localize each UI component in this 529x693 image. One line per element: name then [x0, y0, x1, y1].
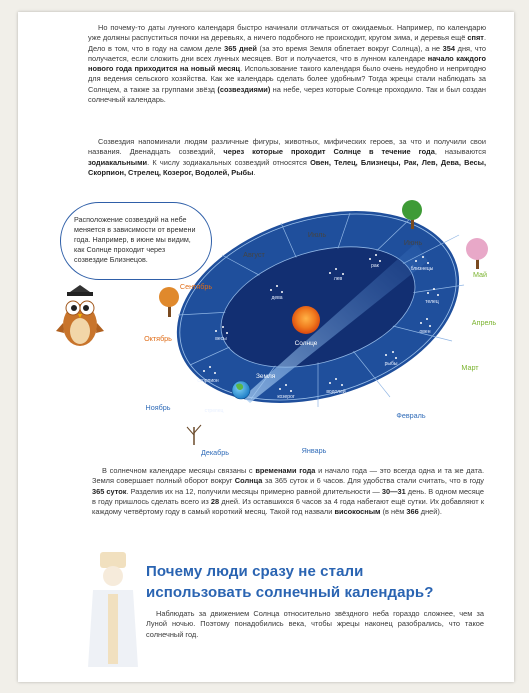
bold-term: 366 — [406, 507, 419, 517]
month-july: Июль — [307, 230, 327, 239]
sign-rak: рак — [371, 263, 379, 269]
bold-term: через которые проходит Солнце в течение года — [223, 147, 435, 157]
paragraph-solar-calendar: В солнечном календаре месяцы связаны с временами года и начало года — это всегда одна и та же дата. Земля совершает полный оборот вокруг Солнца за 365 суток и 6 часов. Для удобства стали считать, что в году 365 суток. Разделив их на 12, получили месяцы примерно равной длительности — 30—31 день. В одном месяце в году пришлось сделать всего из 28 дней. Из оставшихся 6 часов за 4 года набегают ещё сутки. Их добавляют к каждому четвёртому году в самый короткий месяц. Такой год назвали високосным (в нём 366 дней). — [92, 466, 485, 517]
month-june: Июнь — [403, 238, 423, 247]
paragraph-zodiac: Созвездия напоминали людям различные фигуры, животных, мифических героев, за что и получили свои названия. Двенадцать созвездий, через которые проходит Солнце в течение года, называются зодиакальными. К числу зодиакальных созвездий относятся Овен, Телец, Близнецы, Рак, Лев, Дева, Весы, Скорпион, Стрелец, Козерог, Водолей, Рыбы. — [88, 137, 487, 177]
paragraph-lunar-calendar: Но почему-то даты лунного календаря быстро начинали отличаться от ожидаемых. Например, по календарю уже должны распуститься почки на деревьях, а ничего подобного не происходит, кругом зима, и деревья ещё спят. Дело в том, что в году на самом деле 365 дней (за это время Земля облетает вокруг Солнца), а не 354 дня, что получается, если сложить дни всех лунных месяцев. Вот и получается, что в лунном календаре начало каждого нового года приходится на новый месяц. Использование такого календаря было очень неудобно и непригодно для ведения сельского хозяйства. Как же календарь сделать более удобным? Тогда жрецы стали наблюдать за Солнцем, а также за группами звёзд (созвездиями) на небе, через которые Солнце проходило. Так и был создан солнечный календарь. — [88, 23, 487, 105]
sign-kozerog: козерог — [277, 394, 295, 400]
owl-mascot-icon — [56, 285, 104, 346]
sign-vodoley: водолей — [326, 389, 346, 395]
tree-winter-icon — [187, 425, 201, 445]
section-heading — [146, 561, 433, 603]
month-september: Сентябрь — [179, 282, 213, 291]
bold-term: 354 — [442, 43, 456, 53]
bold-term: спят — [467, 33, 484, 43]
month-may: Май — [472, 270, 488, 279]
bold-term: Солнца — [234, 476, 263, 486]
bold-term: 365 дней — [224, 43, 257, 53]
sign-oven: овен — [419, 329, 431, 335]
sign-bliznecy: близнецы — [410, 266, 434, 272]
bold-term: зодиакальными — [88, 157, 148, 167]
tree-autumn-icon — [159, 287, 179, 317]
sun-label: Солнце — [294, 340, 318, 347]
page — [18, 12, 514, 682]
heading-line-1: Почему люди сразу не стали — [146, 563, 364, 580]
earth-icon — [232, 381, 250, 399]
bold-term: високосным — [334, 507, 381, 517]
month-december: Декабрь — [200, 448, 230, 457]
tree-spring-icon — [466, 238, 488, 269]
sign-deva: дева — [271, 295, 283, 301]
bold-term: (созвездиями) — [217, 84, 271, 94]
bold-term: 365 суток — [92, 486, 127, 496]
month-august: Август — [243, 250, 265, 259]
bold-term: 28 — [210, 496, 220, 506]
month-october: Октябрь — [144, 334, 172, 343]
sign-lev: лев — [333, 276, 343, 282]
month-february: Февраль — [396, 411, 426, 420]
speech-bubble-text: Расположение созвездий на небе меняется в зависимости от времени года. Например, в июне мы видим, как Солнце проходит через созвездие Близнецов. — [74, 215, 196, 264]
sign-skorpion: скорпион — [197, 378, 219, 384]
earth-label: Земля — [256, 373, 276, 380]
zodiac-diagram — [18, 195, 514, 465]
month-november: Ноябрь — [145, 403, 171, 412]
bold-term: временами года — [255, 466, 316, 475]
bold-term: Овен, Телец, Близнецы, Рак, Лев, Дева, Весы, Скорпион, Стрелец, Козерог, Водолей, Рыбы — [88, 157, 486, 177]
month-january: Январь — [301, 446, 327, 455]
sign-telec: телец — [425, 299, 439, 305]
month-march: Март — [461, 363, 479, 372]
sign-ryby: рыбы — [384, 361, 398, 367]
sign-vesy: весы — [215, 336, 227, 342]
month-april: Апрель — [471, 318, 497, 327]
bold-term: начало каждого нового года приходится на новый месяц — [88, 53, 486, 74]
sign-strelec: стрелец — [204, 408, 224, 414]
paragraph-solar-year: Наблюдать за движением Солнца относительно звёздного неба гораздо сложнее, чем за Луной ночью. Поэтому понадобились века, чтобы жрецы наконец разобрались, что такое солнечный год. — [146, 609, 484, 639]
heading-line-2: использовать солнечный календарь? — [146, 584, 434, 601]
bold-term: 30—31 — [381, 486, 406, 496]
priest-figure-icon — [78, 542, 148, 672]
sun-icon — [292, 306, 320, 334]
